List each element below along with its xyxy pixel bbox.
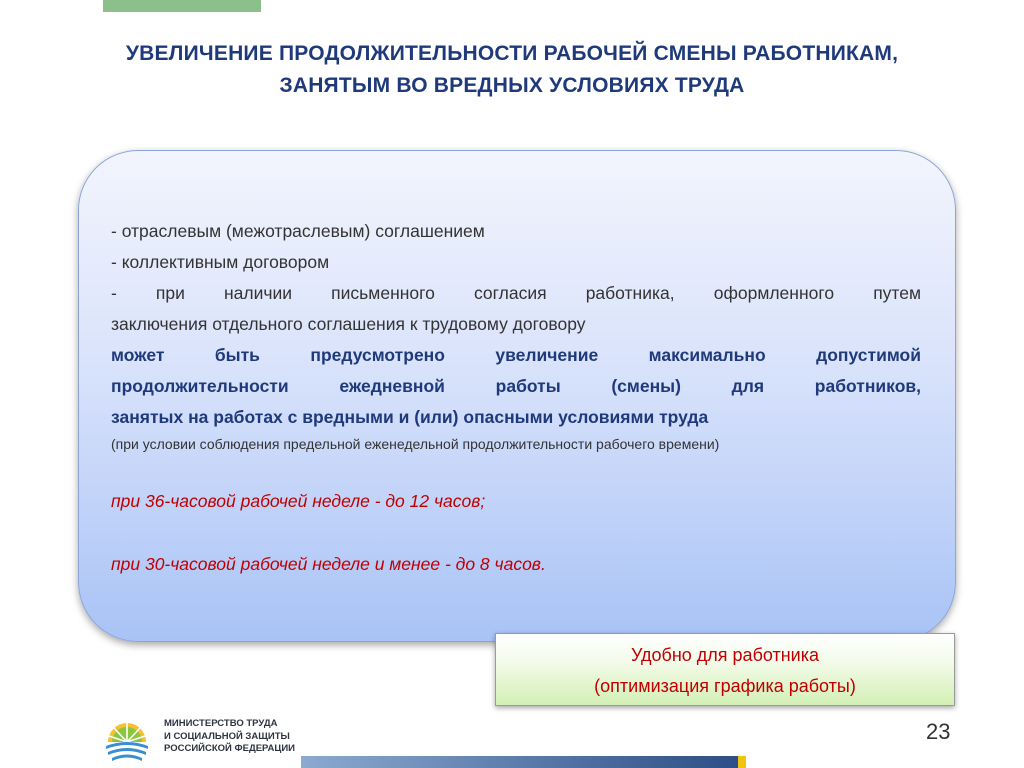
slide-title — [20, 38, 1004, 102]
ministry-line-2: И СОЦИАЛЬНОЙ ЗАЩИТЫ — [164, 730, 290, 742]
condition-note: (при условии соблюдения предельной еженедельной продолжительности рабочего времени) — [111, 436, 720, 452]
main-statement-line2: продолжительности ежедневной работы (смены) для работников, — [111, 376, 921, 396]
main-statement — [111, 340, 921, 433]
ministry-line-3: РОССИЙСКОЙ ФЕДЕРАЦИИ — [164, 743, 296, 754]
ministry-line-1: МИНИСТЕРСТВО ТРУДА — [164, 718, 278, 729]
list-item-written-consent-line1: - при наличии письменного согласия работника, оформленного путем — [111, 283, 921, 303]
main-statement-line1: может быть предусмотрено увеличение максимально допустимой — [111, 345, 921, 365]
callout-line-2: (оптимизация графика работы) — [594, 676, 856, 696]
callout-line-1: Удобно для работника — [630, 645, 820, 665]
list-item-sectoral-agreement: - отраслевым (межотраслевым) соглашением — [111, 221, 485, 241]
bottom-yellow-marker — [738, 756, 746, 768]
main-statement-line3: занятых на работах с вредными и (или) опасными условиями труда — [111, 407, 709, 427]
page-number: 23 — [926, 719, 951, 744]
title-line-2: ЗАНЯТЫМ ВО ВРЕДНЫХ УСЛОВИЯХ ТРУДА — [279, 74, 745, 97]
title-line-1: УВЕЛИЧЕНИЕ ПРОДОЛЖИТЕЛЬНОСТИ РАБОЧЕЙ СМЕНЫ РАБОТНИКАМ, — [125, 42, 899, 65]
condition-36-hour: при 36-часовой рабочей неделе - до 12 часов; — [111, 491, 486, 511]
ministry-name — [164, 718, 324, 756]
panel-text — [111, 216, 921, 580]
bottom-accent-bar — [301, 756, 738, 768]
top-accent-bar — [103, 0, 261, 12]
benefit-callout — [495, 633, 955, 706]
list-item-collective-agreement: - коллективным договором — [111, 252, 330, 272]
ministry-sun-logo-icon — [104, 712, 150, 762]
condition-30-hour: при 30-часовой рабочей неделе и менее - до 8 часов. — [111, 554, 546, 574]
list-item-written-consent-line2: заключения отдельного соглашения к трудовому договору — [111, 314, 586, 334]
